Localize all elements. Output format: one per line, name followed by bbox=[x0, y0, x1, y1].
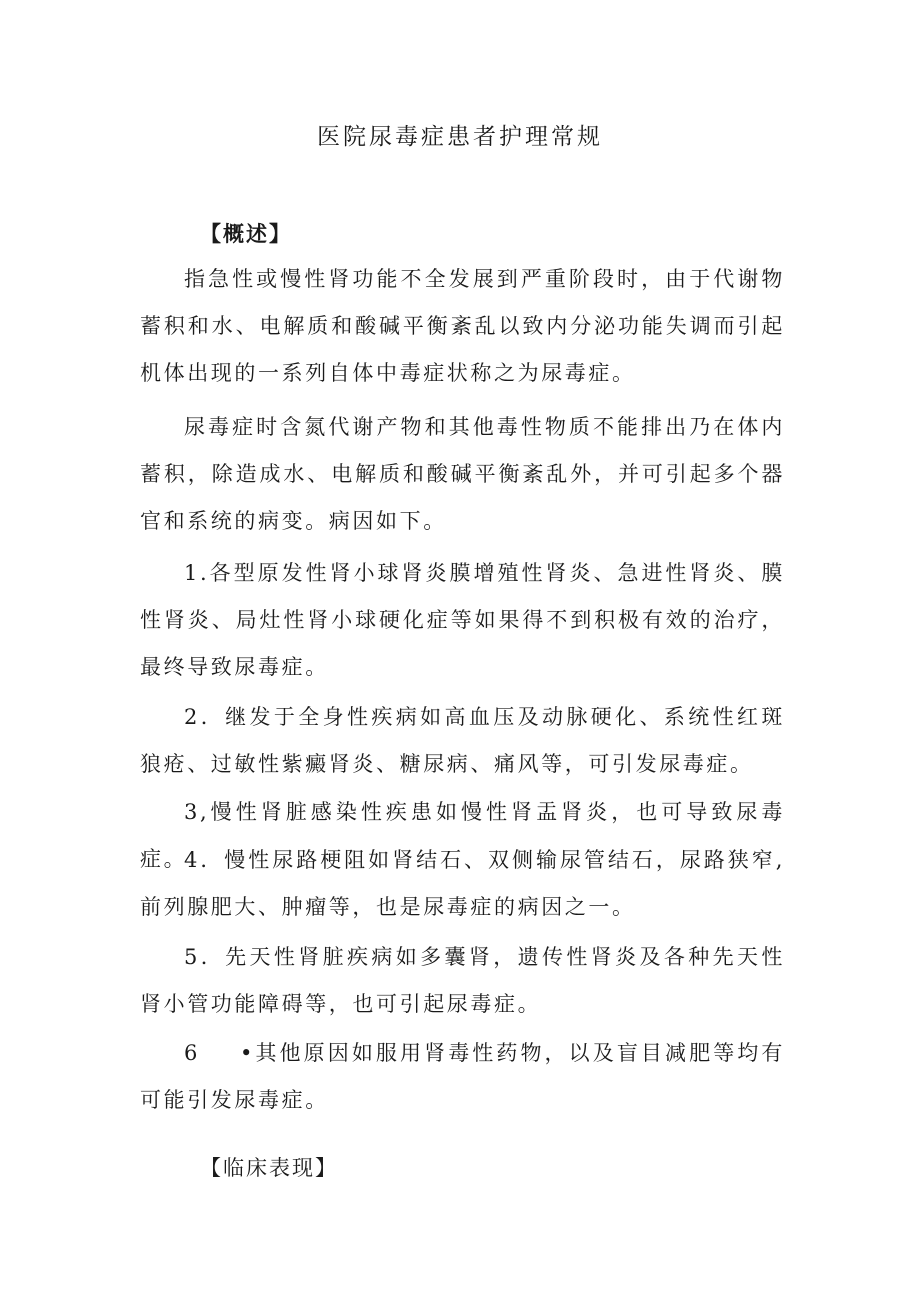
document-title: 医院尿毒症患者护理常规 bbox=[317, 124, 603, 150]
list-item-cause-1: 1.各型原发性肾小球肾炎膜增殖性肾炎、急进性肾炎、膜性肾炎、局灶性肾小球硬化症等如果得不到积极有效的治疗，最终导致尿毒症。 bbox=[140, 561, 785, 679]
list-item-cause-5: 5．先天性肾脏疾病如多囊肾，遗传性肾炎及各种先天性肾小管功能障碍等，也可引起尿毒症。 bbox=[140, 945, 785, 1016]
section-heading-overview: 【概述】 bbox=[200, 221, 292, 246]
list-item-cause-3: 3,慢性肾脏感染性疾患如慢性肾盂肾炎，也可导致尿毒症。 bbox=[140, 800, 785, 871]
list-item-cause-2: 2．继发于全身性疾病如高血压及动脉硬化、系统性红斑狼疮、过敏性紫癜肾炎、糖尿病、痛风等，可引发尿毒症。 bbox=[140, 705, 785, 776]
paragraph-pathogenesis: 尿毒症时含氮代谢产物和其他毒性物质不能排出乃在体内蓄积，除造成水、电解质和酸碱平衡紊乱外，并可引起多个器官和系统的病变。病因如下。 bbox=[140, 415, 785, 533]
list-number-6: 6 bbox=[184, 1041, 200, 1065]
list-item-cause-4: 4．慢性尿路梗阻如肾结石、双侧输尿管结石，尿路狭窄,前列腺肥大、肿瘤等，也是尿毒症的病因之一。 bbox=[140, 848, 785, 919]
list-item-6-text: •其他原因如服用肾毒性药物，以及盲目减肥等均有可能引发尿毒症。 bbox=[140, 1041, 785, 1112]
section-heading-clinical: 【临床表现】 bbox=[200, 1156, 338, 1180]
paragraph-definition: 指急性或慢性肾功能不全发展到严重阶段时，由于代谢物蓄积和水、电解质和酸碱平衡紊乱以致内分泌功能失调而引起机体出现的一系列自体中毒症状称之为尿毒症。 bbox=[140, 267, 785, 385]
list-item-cause-6 bbox=[140, 1030, 785, 1124]
